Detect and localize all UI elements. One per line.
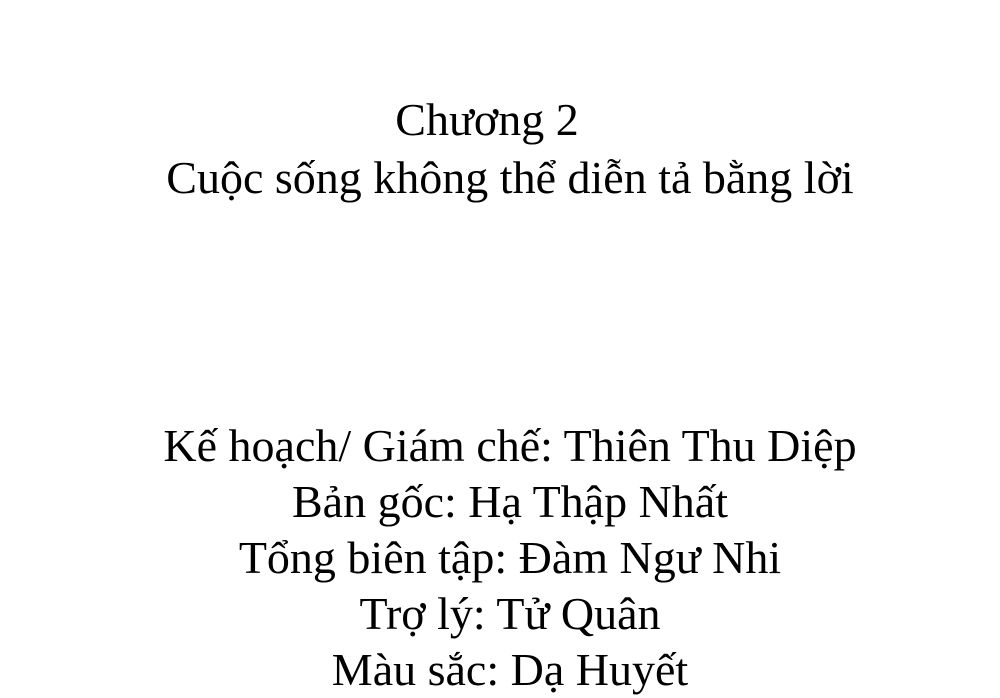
chapter-title-block bbox=[0, 91, 1000, 207]
credit-line-assistant: Trợ lý: Tử Quân bbox=[359, 588, 661, 639]
credits-block bbox=[0, 418, 1000, 698]
credit-line-colorist: Màu sắc: Dạ Huyết bbox=[331, 644, 689, 695]
credit-line-chief-editor: Tổng biên tập: Đàm Ngư Nhi bbox=[238, 532, 782, 583]
credit-line-planner-supervisor: Kế hoạch/ Giám chế: Thiên Thu Diệp bbox=[163, 420, 857, 471]
chapter-name: Cuộc sống không thể diễn tả bằng lời bbox=[166, 152, 854, 203]
chapter-number: Chương 2 bbox=[395, 94, 579, 145]
credit-line-original-author: Bản gốc: Hạ Thập Nhất bbox=[291, 476, 729, 527]
